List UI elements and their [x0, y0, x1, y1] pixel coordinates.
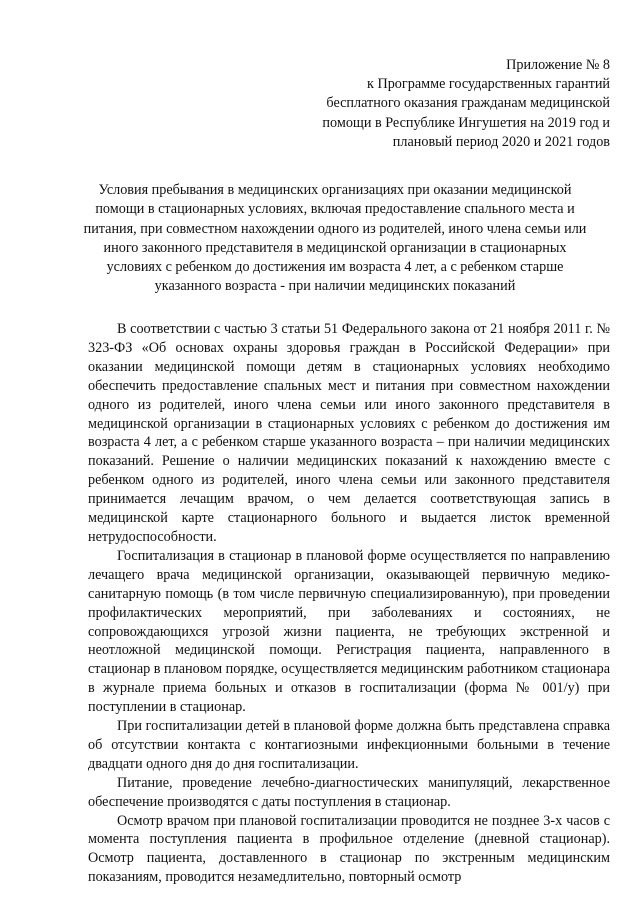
appendix-line: бесплатного оказания гражданам медицинской: [326, 95, 610, 112]
appendix-number: Приложение № 8: [506, 57, 610, 73]
title-line: условиях с ребенком до достижения им возраста 4 лет, а с ребенком старше: [106, 259, 564, 276]
paragraph-legal-basis: В соответствии с частью 3 статьи 51 Федерального закона от 21 ноября 2011 г. № 323-ФЗ «Об основах охраны здоровья граждан в Российской Федерации» при оказании медицинской помощи детям в стационарных условиях необходимо обеспечить предоставление спальных мест и питания при совместном нахождении одного из родителей, иного члена семьи или иного законного представителя в медицинской организации в стационарных условиях с ребенком до достижения им возраста 4 лет, а с ребенком старше указанного возраста – при наличии медицинских показаний. Решение о наличии медицинских показаний к нахождению вместе с ребенком одного из родителей, иного члена семьи или законного представителя принимается лечащим врачом, о чем делается соответствующая запись в медицинской карте стационарного больного и выдается листок временной нетрудоспособности.: [88, 321, 610, 545]
title-line: иного законного представителя в медицинской организации в стационарных: [103, 239, 567, 256]
document-title: [48, 181, 622, 297]
document-body: [88, 320, 610, 887]
appendix-line: к Программе государственных гарантий: [367, 76, 610, 93]
appendix-line: помощи в Республике Ингушетия на 2019 год и: [322, 114, 610, 131]
paragraph-planned-hospitalization: Госпитализация в стационар в плановой форме осуществляется по направлению лечащего врача медицинской организации, оказывающей первичную медико-санитарную помощь (в том числе первичную специализированную), при проведении профилактических мероприятий, при заболеваниях и состояниях, не сопровождающихся угрозой жизни пациента, не требующих экстренной и неотложной медицинской помощи. Регистрация пациента, направленного в стационар в плановом порядке, осуществляется медицинским работником стационара в журнале приема больных и отказов в госпитализации (форма № 001/у) при поступлении в стационар.: [88, 547, 610, 716]
paragraph-contact-certificate: При госпитализации детей в плановой форме должна быть представлена справка об отсутствии контакта с контагиозными инфекционными больными в течение двадцати одного дня до дня госпитализации.: [88, 718, 610, 772]
paragraph-doctor-examination: Осмотр врачом при плановой госпитализации проводится не позднее 3-х часов с момента поступления пациента в профильное отделение (дневной стационар). Осмотр пациента, доставленного в стационар по экстренным медицинским показаниям, проводится незамедлительно, повторный осмотр: [88, 812, 610, 886]
title-line: питания, при совместном нахождении одного из родителей, иного члена семьи или: [83, 220, 587, 237]
title-line: помощи в стационарных условиях, включая предоставление спального места и: [95, 201, 575, 218]
title-line: указанного возраста - при наличии медицинских показаний: [154, 278, 516, 295]
title-line: Условия пребывания в медицинских организациях при оказании медицинской: [98, 182, 572, 198]
appendix-header: [190, 56, 610, 152]
paragraph-nutrition: Питание, проведение лечебно-диагностических манипуляций, лекарственное обеспечение производятся с даты поступления в стационар.: [88, 774, 610, 810]
appendix-line: плановый период 2020 и 2021 годов: [392, 133, 610, 150]
